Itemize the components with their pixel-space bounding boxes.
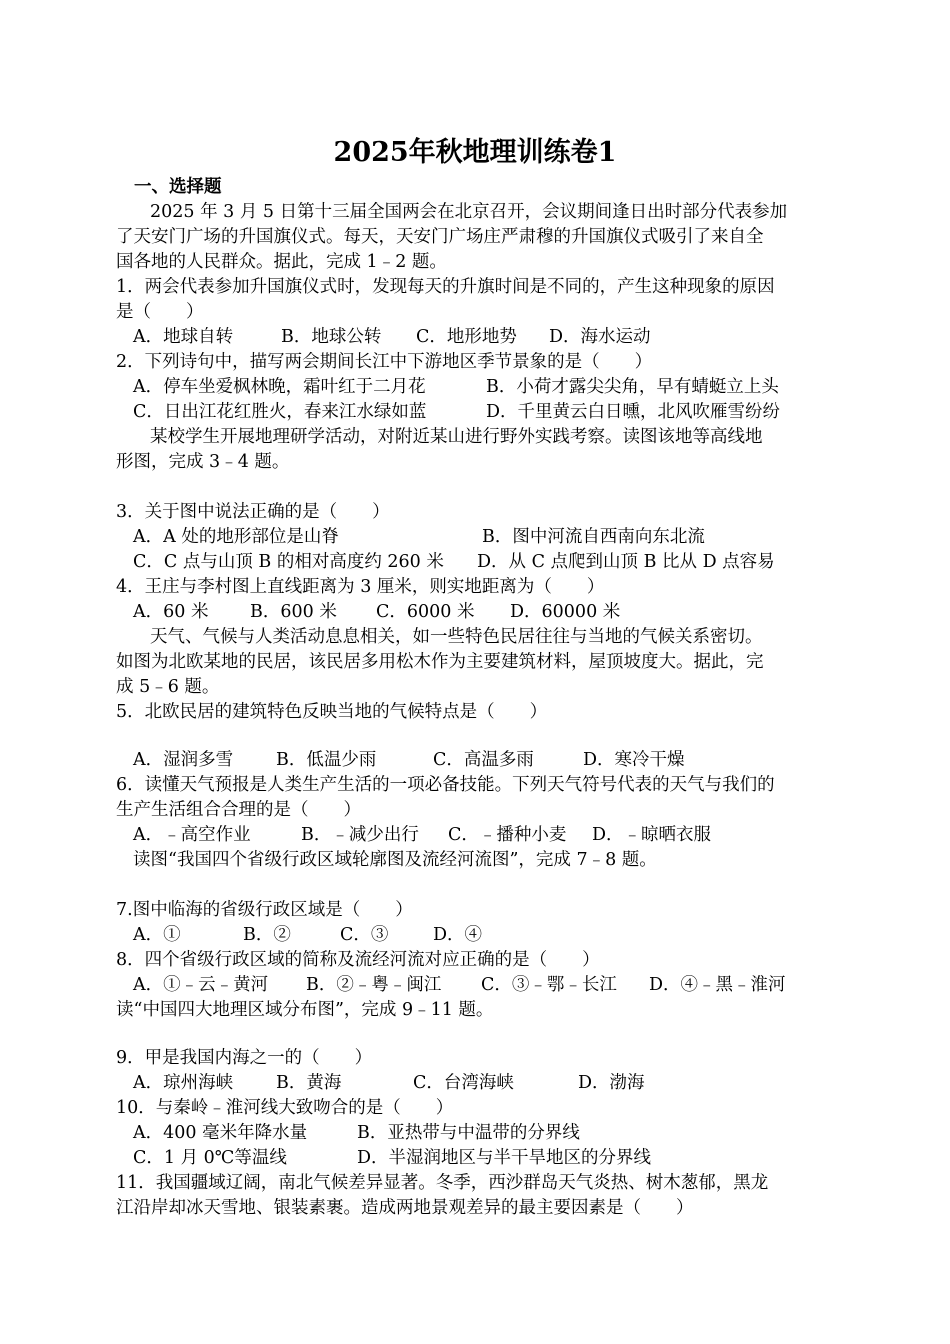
- q2-option-a: A．停车坐爱枫林晚，霜叶红于二月花: [133, 377, 426, 397]
- page-title: 2025年秋地理训练卷1: [333, 137, 617, 168]
- q11-stem-line2: 江沿岸却冰天雪地、银装素裹。造成两地景观差异的最主要因素是（ ）: [116, 1198, 694, 1218]
- q2-option-b: B．小荷才露尖尖角，早有蜻蜓立上头: [486, 377, 779, 397]
- q4-option-b: B．600 米: [250, 602, 337, 622]
- q2-option-c: C．日出江花红胜火，春来江水绿如蓝: [133, 402, 427, 422]
- q5-stem: 5．北欧民居的建筑特色反映当地的气候特点是（ ）: [116, 702, 548, 722]
- q2-option-d: D．千里黄云白日曛，北风吹雁雪纷纷: [486, 402, 781, 422]
- q10-option-a: A．400 毫米年降水量: [133, 1123, 308, 1143]
- intro4: 读图“我国四个省级行政区域轮廓图及流经河流图”，完成 7﹣8 题。: [133, 850, 657, 870]
- q8-option-c: C．③﹣鄂﹣长江: [481, 975, 617, 995]
- q9-option-b: B．黄海: [276, 1073, 342, 1093]
- q3-stem: 3．关于图中说法正确的是（ ）: [116, 502, 390, 522]
- q7-option-d: D．④: [433, 925, 483, 945]
- q1-option-d: D．海水运动: [549, 327, 651, 347]
- q9-option-d: D．渤海: [578, 1073, 645, 1093]
- q1-option-b: B．地球公转: [281, 327, 382, 347]
- section-heading: 一、选择题: [134, 177, 222, 197]
- q5-option-b: B．低温少雨: [276, 750, 377, 770]
- q6-option-b: B．﹣减少出行: [301, 825, 419, 845]
- q6-stem-line1: 6．读懂天气预报是人类生产生活的一项必备技能。下列天气符号代表的天气与我们的: [116, 775, 775, 795]
- q10-stem: 10．与秦岭﹣淮河线大致吻合的是（ ）: [116, 1098, 454, 1118]
- q9-stem: 9．甲是我国内海之一的（ ）: [116, 1048, 373, 1068]
- q3-option-a: A．A 处的地形部位是山脊: [133, 527, 339, 547]
- intro2-line2: 形图，完成 3﹣4 题。: [116, 452, 290, 472]
- q9-option-c: C．台湾海峡: [413, 1073, 514, 1093]
- q10-option-d: D．半湿润地区与半干旱地区的分界线: [357, 1148, 652, 1168]
- q9-option-a: A．琼州海峡: [133, 1073, 234, 1093]
- q7-option-a: A．①: [133, 925, 181, 945]
- q6-stem-line2: 生产生活组合合理的是（ ）: [116, 800, 361, 820]
- q5-option-d: D．寒冷干燥: [583, 750, 685, 770]
- intro3-line3: 成 5﹣6 题。: [116, 677, 220, 697]
- intro1-line3: 国各地的人民群众。据此，完成 1﹣2 题。: [116, 252, 447, 272]
- q2-stem: 2．下列诗句中，描写两会期间长江中下游地区季节景象的是（ ）: [116, 352, 653, 372]
- q3-option-c: C．C 点与山顶 B 的相对高度约 260 米: [133, 552, 444, 572]
- intro1-line2: 了天安门广场的升国旗仪式。每天，天安门广场庄严肃穆的升国旗仪式吸引了来自全: [116, 227, 764, 247]
- q1-stem-line1: 1．两会代表参加升国旗仪式时，发现每天的升旗时间是不同的，产生这种现象的原因: [116, 277, 775, 297]
- q8-stem: 8．四个省级行政区域的简称及流经河流对应正确的是（ ）: [116, 950, 600, 970]
- q10-option-b: B．亚热带与中温带的分界线: [357, 1123, 580, 1143]
- q6-option-c: C．﹣播种小麦: [448, 825, 567, 845]
- q7-stem: 7.图中临海的省级行政区域是（ ）: [116, 900, 413, 920]
- intro3-line1: 天气、气候与人类活动息息相关，如一些特色民居往往与当地的气候关系密切。: [150, 627, 763, 647]
- q1-option-c: C．地形地势: [416, 327, 517, 347]
- intro3-line2: 如图为北欧某地的民居，该民居多用松木作为主要建筑材料，屋顶坡度大。据此，完: [116, 652, 764, 672]
- intro2-line1: 某校学生开展地理研学活动，对附近某山进行野外实践考察。读图该地等高线地: [150, 427, 763, 447]
- q3-option-d: D．从 C 点爬到山顶 B 比从 D 点容易: [477, 552, 775, 572]
- q5-option-a: A．湿润多雪: [133, 750, 234, 770]
- q8-option-b: B．②﹣粤﹣闽江: [306, 975, 442, 995]
- q1-stem-line2: 是（ ）: [116, 302, 204, 322]
- q4-option-c: C．6000 米: [376, 602, 475, 622]
- q8-option-d: D．④﹣黑﹣淮河: [649, 975, 786, 995]
- q7-option-b: B．②: [243, 925, 291, 945]
- q5-option-c: C．高温多雨: [433, 750, 534, 770]
- q4-option-d: D．60000 米: [510, 602, 621, 622]
- q7-option-c: C．③: [340, 925, 389, 945]
- q1-option-a: A．地球自转: [133, 327, 234, 347]
- intro5: 读“中国四大地理区域分布图”，完成 9﹣11 题。: [116, 1000, 494, 1020]
- q6-option-a: A．﹣高空作业: [133, 825, 251, 845]
- q6-option-d: D．﹣晾晒衣服: [592, 825, 712, 845]
- q4-stem: 4．王庄与李村图上直线距离为 3 厘米，则实地距离为（ ）: [116, 577, 605, 597]
- q11-stem-line1: 11．我国疆域辽阔，南北气候差异显著。冬季，西沙群岛天气炎热、树木葱郁，黑龙: [116, 1173, 769, 1193]
- q8-option-a: A．①﹣云﹣黄河: [133, 975, 269, 995]
- q10-option-c: C．1 月 0℃等温线: [133, 1148, 287, 1168]
- q4-option-a: A．60 米: [133, 602, 209, 622]
- intro1-line1: 2025 年 3 月 5 日第十三届全国两会在北京召开，会议期间逢日出时部分代表参加: [150, 202, 788, 222]
- q3-option-b: B．图中河流自西南向东北流: [482, 527, 705, 547]
